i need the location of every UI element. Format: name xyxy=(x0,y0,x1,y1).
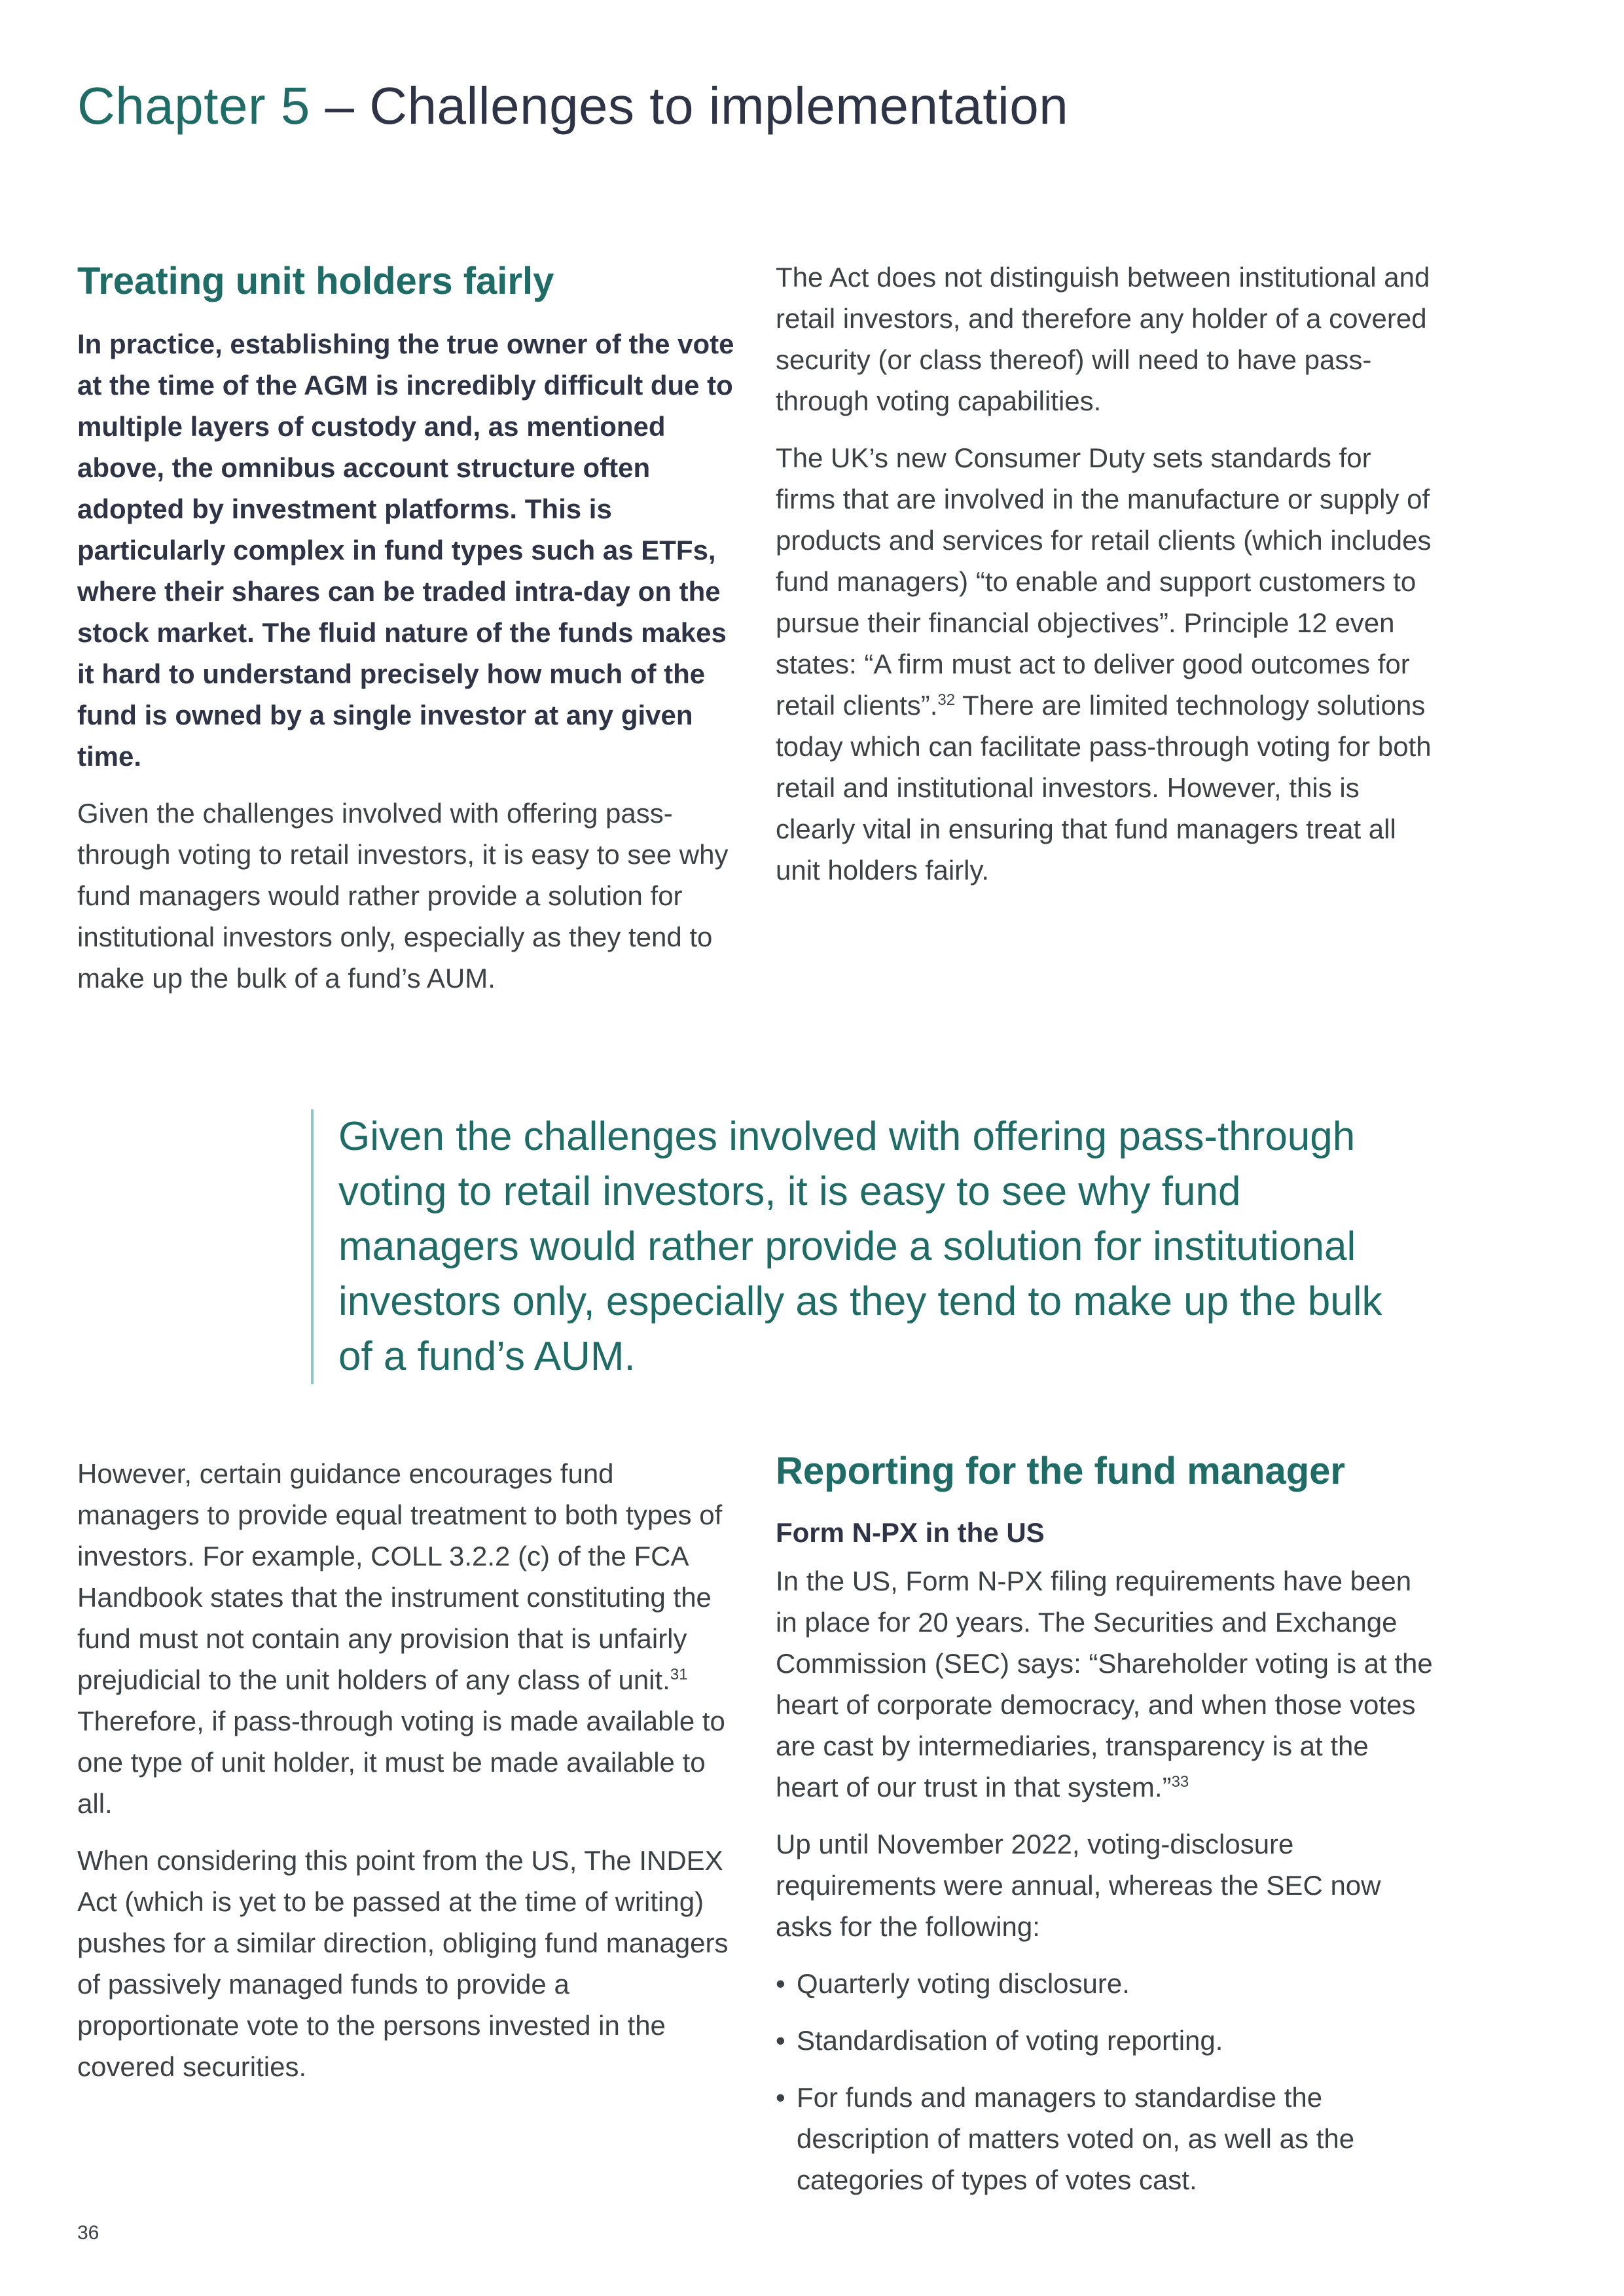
paragraph-text: In the US, Form N-PX filing requirements have been in place for 20 years. The Securities and Exchange Commission (SEC) says: “Shareholder voting is at the heart of corporate democracy, and when those votes are cast by intermediaries, transparency is at the heart of our trust in that system.” xyxy=(776,1566,1433,1803)
footnote-ref-32[interactable]: 32 xyxy=(937,691,956,709)
list-item xyxy=(776,2077,1437,2200)
body-paragraph: When considering this point from the US, The INDEX Act (which is yet to be passed at the time of writing) pushes for a similar direction, obliging fund managers of passively managed funds to provide a proportionate vote to the persons invested in the covered securities. xyxy=(77,1845,729,2082)
list-item xyxy=(776,1963,1437,2004)
right-column-bottom xyxy=(776,1446,1437,2216)
right-column-top xyxy=(776,257,1437,906)
body-paragraph: Given the challenges involved with offering pass-through voting to retail investors, it is easy to see why fund managers would rather provide a solution for institutional investors only, especially as they tend to make up the bulk of a fund’s AUM. xyxy=(77,798,729,994)
paragraph-text: Therefore, if pass-through voting is made available to one type of unit holder, it must be made available to all. xyxy=(77,1706,725,1819)
body-paragraph xyxy=(77,1453,738,1824)
bullet-icon: • xyxy=(776,2082,785,2113)
left-column-top xyxy=(77,257,738,1014)
paragraph-text: There are limited technology solutions today which can facilitate pass-through voting for both retail and institutional investors. However, this is clearly vital in ensuring that fund managers treat all unit holders fairly. xyxy=(776,690,1432,886)
list-item-text: For funds and managers to standardise the description of matters voted on, as well as the categories of types of votes cast. xyxy=(797,2082,1355,2195)
footnote-ref-33[interactable]: 33 xyxy=(1171,1773,1189,1791)
bullet-icon: • xyxy=(776,1968,785,1999)
chapter-title: – Challenges to implementation xyxy=(310,77,1069,135)
body-paragraph xyxy=(776,437,1437,891)
body-paragraph: Up until November 2022, voting-disclosure requirements were annual, whereas the SEC now asks for the following: xyxy=(776,1829,1381,1942)
footnote-ref-31[interactable]: 31 xyxy=(670,1666,688,1683)
section-heading-treating-unit-holders: Treating unit holders fairly xyxy=(77,260,554,302)
paragraph-text: However, certain guidance encourages fund managers to provide equal treatment to both types of investors. For example, COLL 3.2.2 (c) of the FCA Handbook states that the instrument constituting the fund must not contain any provision that is unfairly prejudicial to the unit holders of any class of unit. xyxy=(77,1458,723,1695)
paragraph-text: The UK’s new Consumer Duty sets standards for firms that are involved in the manufacture or supply of products and services for retail clients (which includes fund managers) “to enable and support customers to pursue their financial objectives”. Principle 12 even states: “A firm must act to deliver good outcomes for retail clients”. xyxy=(776,442,1432,721)
list-item-text: Quarterly voting disclosure. xyxy=(797,1968,1130,1999)
sec-requirements-list xyxy=(776,1963,1437,2200)
chapter-label: Chapter 5 xyxy=(77,77,310,135)
page-number: 36 xyxy=(77,2222,99,2244)
left-column-bottom xyxy=(77,1453,738,2103)
lead-paragraph: In practice, establishing the true owner of the vote at the time of the AGM is incredibly difficult due to multiple layers of custody and, as mentioned above, the omnibus account structure often adopted by investment platforms. This is particularly complex in fund types such as ETFs, where their shares can be traded intra-day on the stock market. The fluid nature of the funds makes it hard to understand precisely how much of the fund is owned by a single investor at any given time. xyxy=(77,329,734,772)
section-heading-reporting: Reporting for the fund manager xyxy=(776,1450,1345,1492)
pull-quote: Given the challenges involved with offering pass-through voting to retail investors, it is easy to see why fund managers would rather provide a solution for institutional investors only, especially as they tend to make up the bulk of a fund’s AUM. xyxy=(311,1109,1412,1384)
page-title xyxy=(77,73,1068,139)
bullet-icon: • xyxy=(776,2025,785,2056)
subheading-form-npx: Form N-PX in the US xyxy=(776,1517,1045,1548)
list-item-text: Standardisation of voting reporting. xyxy=(797,2025,1223,2056)
body-paragraph xyxy=(776,1560,1437,1808)
body-paragraph: The Act does not distinguish between institutional and retail investors, and therefore any holder of a covered security (or class thereof) will need to have pass-through voting capabilities. xyxy=(776,262,1430,416)
list-item xyxy=(776,2020,1437,2061)
